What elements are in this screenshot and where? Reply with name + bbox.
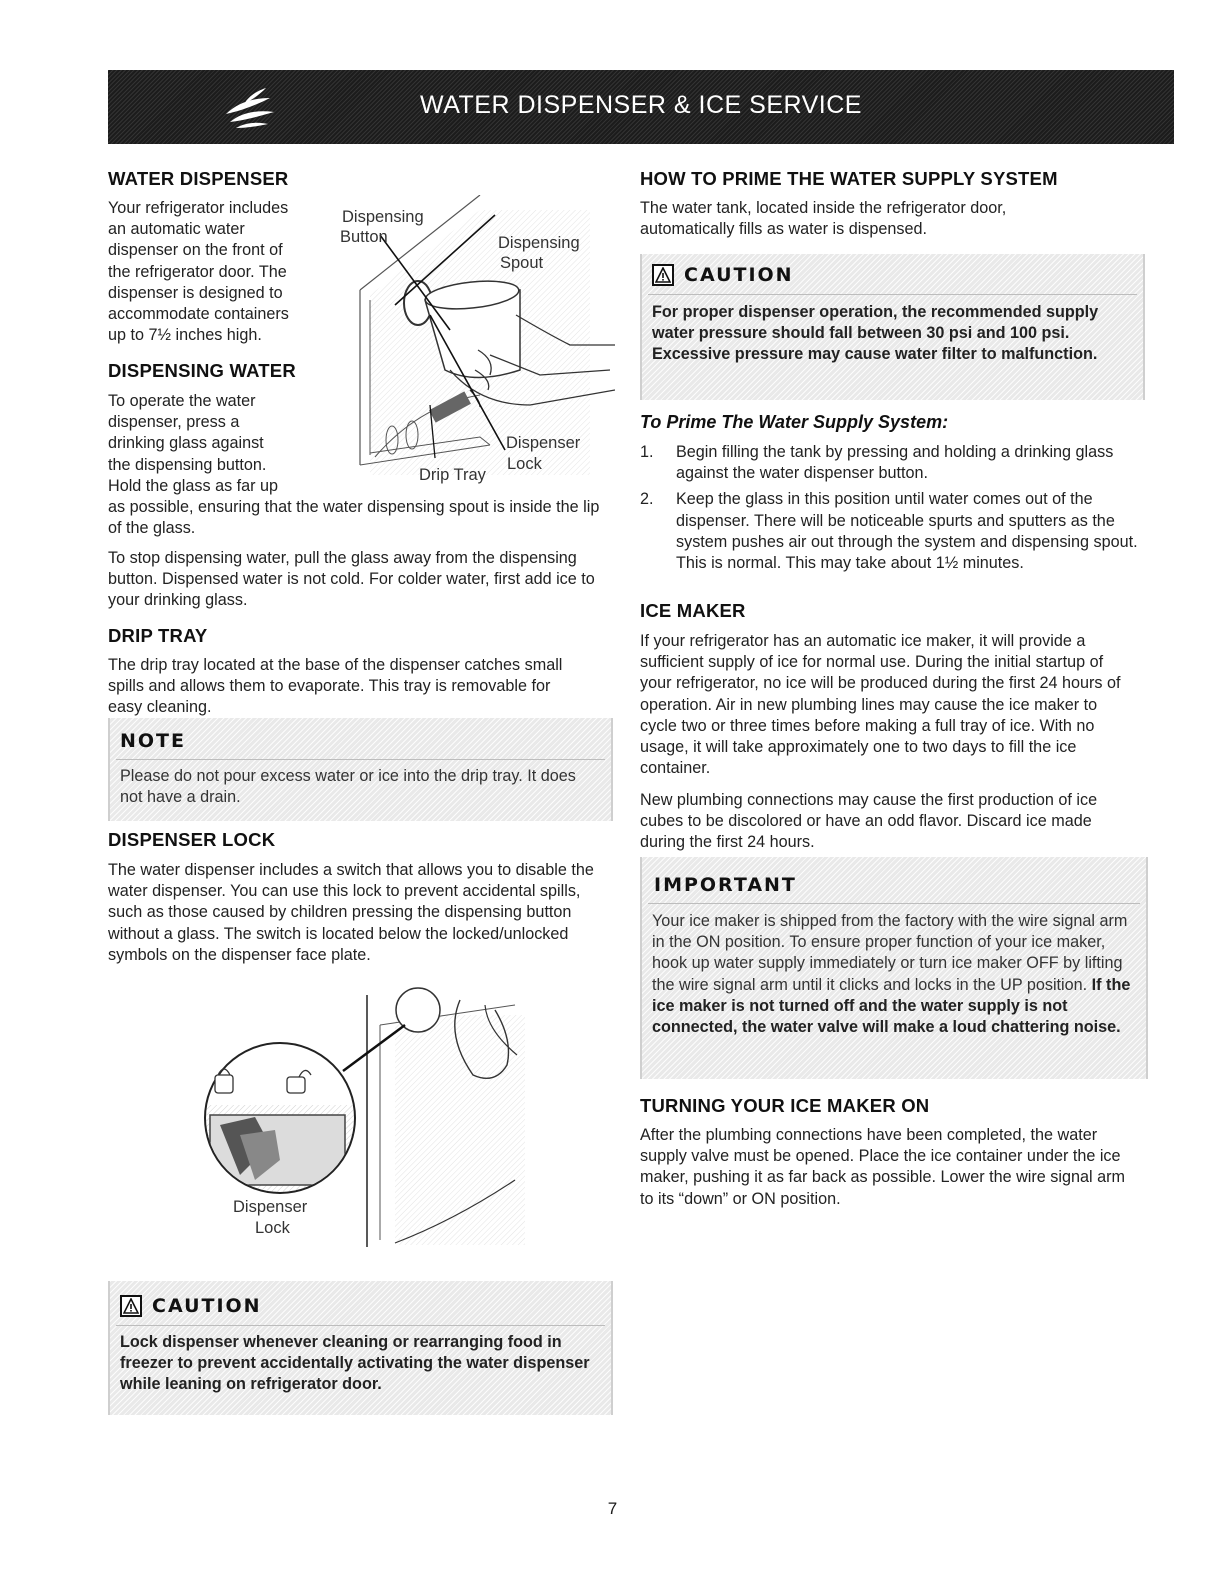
page-title: WATER DISPENSER & ICE SERVICE bbox=[420, 91, 862, 119]
caution-title-lock: CAUTION bbox=[152, 1295, 262, 1317]
header-banner bbox=[108, 70, 1174, 144]
label-dispenser-lock-2: Lock bbox=[507, 455, 542, 473]
note-divider bbox=[116, 759, 605, 760]
warning-icon bbox=[120, 1295, 142, 1317]
label-dispensing-button-1: Dispensing bbox=[342, 208, 424, 226]
ice-maker-para2: New plumbing connections may cause the first production of ice cubes to be discolored or have an odd flavor. Discard ice made during the first 24 hours. bbox=[640, 791, 1098, 852]
dispenser-lock-figure bbox=[195, 985, 530, 1250]
caution-divider-lock bbox=[116, 1325, 605, 1326]
label-drip-tray: Drip Tray bbox=[419, 466, 486, 484]
heading-water-dispenser: WATER DISPENSER bbox=[108, 168, 289, 189]
ice-maker-para1: If your refrigerator has an automatic ice maker, it will provide a sufficient supply of ice for normal use. During the initial startup of your refrigerator, no ice will be produced during the first 24 hours of operation. Air in new plumbing lines may cause the ice maker to cycle two or three times before making a full tray of ice. With no usage, it will take approximately one to two days to fill the ice container. bbox=[640, 632, 1121, 778]
heading-dispenser-lock: DISPENSER LOCK bbox=[108, 829, 276, 850]
caution-divider-pressure bbox=[648, 294, 1137, 295]
note-title: NOTE bbox=[120, 730, 186, 752]
heading-turning-on: TURNING YOUR ICE MAKER ON bbox=[640, 1095, 930, 1116]
caution-title-pressure: CAUTION bbox=[684, 264, 794, 286]
note-box bbox=[108, 718, 613, 821]
caution-text-pressure: For proper dispenser operation, the recommended supply water pressure should fall between 30 psi and 100 psi. Excessive pressure may cause water filter to malfunction. bbox=[652, 303, 1099, 364]
dispenser-figure bbox=[330, 195, 615, 490]
caution-box-lock bbox=[108, 1281, 613, 1415]
important-text: Your ice maker is shipped from the factory with the wire signal arm in the ON position. To ensure proper function of your ice maker, hook up water supply immediately or turn ice maker OFF by lifting the wire signal arm until it clicks and locks in the UP position. If the ice maker is not turned off and the water supply is not connected, the water valve will make a loud chattering noise. bbox=[652, 912, 1131, 1037]
note-text: Please do not pour excess water or ice into the drip tray. It does not have a drain. bbox=[120, 767, 576, 807]
label-dispenser-lock-1: Dispenser bbox=[506, 434, 581, 452]
dispensing-water-para2: To stop dispensing water, pull the glass away from the dispensing button. Dispensed water is not cold. For colder water, first add ice to your drinking glass. bbox=[108, 549, 595, 610]
list-item: 1. Begin filling the tank by pressing and holding a drinking glass against the water dispenser button. bbox=[640, 443, 1114, 483]
important-title: IMPORTANT bbox=[654, 874, 797, 896]
list-item: 2. Keep the glass in this position until water comes out of the dispenser. There will be noticeable spurts and sputters as the system pushes air out through the system and dispensing spout. This is normal. This may take about 1½ minutes. bbox=[640, 490, 1138, 573]
turning-on-text: After the plumbing connections have been completed, the water supply valve must be opened. Place the ice container under the ice maker, pushing it as far back as possible. Lower the wire signal arm to its “down” or ON position. bbox=[640, 1126, 1125, 1208]
heading-ice-maker: ICE MAKER bbox=[640, 600, 746, 621]
prime-steps-heading: To Prime The Water Supply System: bbox=[640, 412, 949, 432]
label-lock-2: Lock bbox=[255, 1219, 290, 1237]
warning-icon bbox=[652, 264, 674, 286]
prime-water-text: The water tank, located inside the refrigerator door, automatically fills as water is dispensed. bbox=[640, 199, 1007, 239]
label-dispensing-button-2: Button bbox=[340, 228, 388, 246]
heading-dispensing-water: DISPENSING WATER bbox=[108, 360, 296, 381]
important-divider bbox=[648, 903, 1140, 904]
prime-steps-list bbox=[640, 442, 1140, 574]
drip-tray-text: The drip tray located at the base of the dispenser catches small spills and allows them to evaporate. This tray is removable for easy cleaning. bbox=[108, 656, 563, 717]
dispenser-lock-text: The water dispenser includes a switch that allows you to disable the water dispenser. You can use this lock to prevent accidental spills, such as those caused by children pressing the dispensing button without a glass. The switch is located below the locked/unlocked symbols on the dispenser face plate. bbox=[108, 861, 594, 964]
heading-drip-tray: DRIP TRAY bbox=[108, 625, 208, 646]
dispensing-water-continued: as possible, ensuring that the water dispensing spout is inside the lip of the glass. bbox=[108, 498, 600, 538]
page-number: 7 bbox=[607, 1499, 618, 1518]
dispensing-water-text: To operate the water dispenser, press a drinking glass against the dispensing button. Hold the glass as far up bbox=[108, 392, 279, 495]
caution-box-pressure bbox=[640, 254, 1145, 400]
important-box bbox=[640, 857, 1148, 1079]
heading-prime-water: HOW TO PRIME THE WATER SUPPLY SYSTEM bbox=[640, 168, 1058, 189]
label-dispensing-spout-2: Spout bbox=[500, 254, 544, 272]
label-lock-1: Dispenser bbox=[233, 1198, 308, 1216]
label-dispensing-spout-1: Dispensing bbox=[498, 234, 580, 252]
water-dispenser-text: Your refrigerator includes an automatic water dispenser on the front of the refrigerator door. The dispenser is designed to accommodate containers up to 7½ inches high. bbox=[108, 199, 289, 345]
caution-text-lock: Lock dispenser whenever cleaning or rearranging food in freezer to prevent accidentally activating the water dispenser while leaning on refrigerator door. bbox=[120, 1333, 590, 1394]
